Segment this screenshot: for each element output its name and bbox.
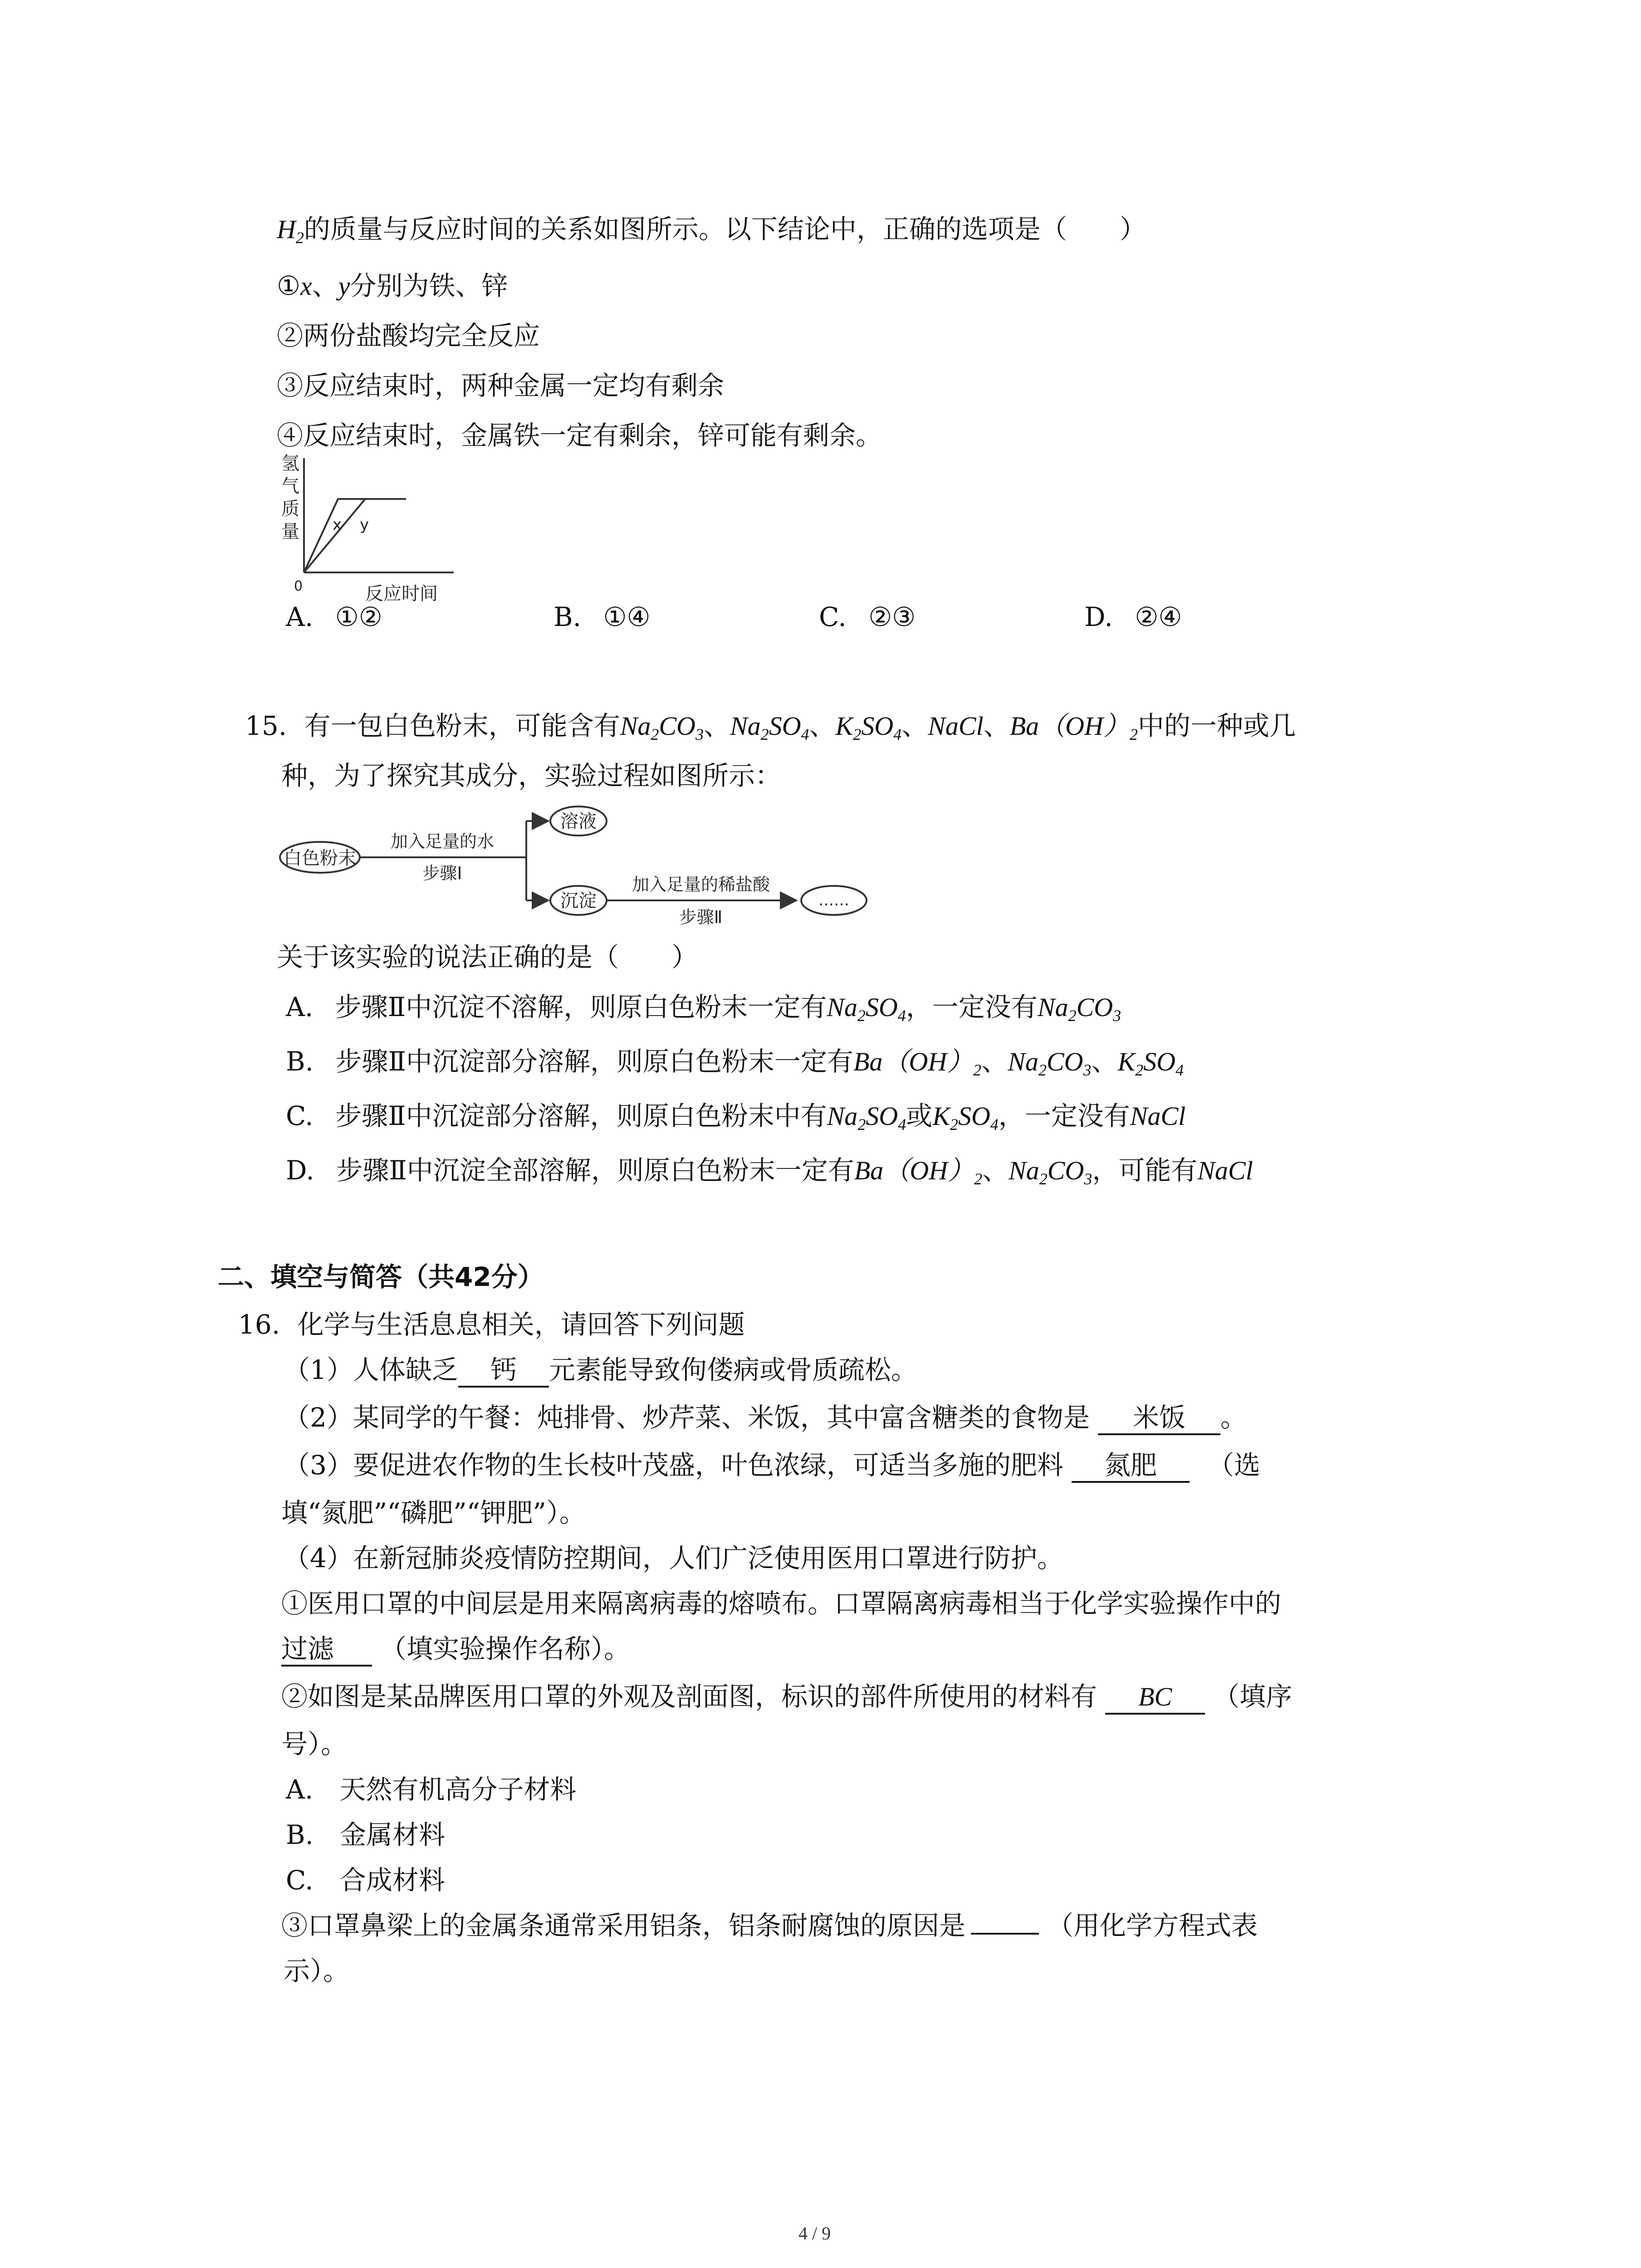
formula-symbol: SO xyxy=(865,992,898,1022)
graph-ylabel-char: 质 xyxy=(281,499,299,519)
var-y: y xyxy=(338,271,350,301)
option-text: ①② xyxy=(335,601,382,632)
option-text: 步骤Ⅱ中沉淀全部溶解，则原白色粉末一定有 xyxy=(336,1155,854,1186)
graph-series-label: y xyxy=(360,516,369,534)
stem-text: 化学与生活息息相关，请回答下列问题 xyxy=(297,1309,745,1340)
option-text: ，可能有 xyxy=(1092,1155,1198,1186)
option-text: ，一定没有 xyxy=(998,1100,1130,1131)
formula-baoh2 xyxy=(853,1047,982,1079)
formula-k2so4 xyxy=(836,711,902,741)
separator: 、 xyxy=(901,710,928,741)
formula-symbol: ） xyxy=(947,1156,974,1185)
formula-baoh2 xyxy=(854,1156,982,1188)
part-text: ②如图是某品牌医用口罩的外观及剖面图，标识的部件所使用的材料有 xyxy=(281,1681,1097,1712)
statement-text: 分别为铁、锌 xyxy=(350,270,508,301)
statement-mark: ① xyxy=(277,270,300,301)
option-text: ②④ xyxy=(1135,601,1182,632)
formula-subscript: 2 xyxy=(1135,1061,1144,1079)
formula-subscript: 3 xyxy=(1083,1061,1092,1079)
formula-na2so4 xyxy=(827,1101,906,1134)
formula-k2so4 xyxy=(932,1101,999,1134)
experiment-flowchart xyxy=(277,803,880,939)
q16-sub-1: ①医用口罩的中间层是用来隔离病毒的熔喷布。口罩隔离病毒相当于化学实验操作中的 xyxy=(281,1588,1282,1619)
option-letter: A. xyxy=(286,992,314,1022)
formula-subscript: 2 xyxy=(974,1169,982,1188)
formula-na2so4 xyxy=(827,992,906,1025)
formula-subscript: 2 xyxy=(973,1061,982,1079)
formula-subscript: 4 xyxy=(801,725,809,743)
option-text: ②③ xyxy=(868,601,916,632)
formula-symbol: Na xyxy=(730,711,761,741)
hydrogen-mass-graph xyxy=(268,454,458,612)
answer-blank: 氮肥 xyxy=(1072,1449,1190,1483)
formula-symbol: Ba（ xyxy=(854,1156,910,1185)
question-number: 16. xyxy=(238,1309,280,1340)
formula-k2so4 xyxy=(1117,1047,1184,1079)
option-letter: D. xyxy=(1084,601,1113,632)
q16-option-c: C. 合成材料 xyxy=(286,1865,445,1896)
formula-subscript: 2 xyxy=(1038,1061,1047,1079)
stem-text: 中的一种或几 xyxy=(1137,710,1296,741)
formula-subscript: 4 xyxy=(897,1006,906,1025)
flow-node-solution-label: 溶液 xyxy=(560,811,597,832)
q16-sub-2-cont: 号）。 xyxy=(281,1729,348,1760)
q16-sub-2 xyxy=(281,1678,1292,1715)
option-text: 步骤Ⅱ中沉淀不溶解，则原白色粉末一定有 xyxy=(335,992,827,1022)
part-text: （3）要促进农作物的生长枝叶茂盛，叶色浓绿，可适当多施的肥料 xyxy=(284,1450,1063,1481)
formula-subscript: 4 xyxy=(893,725,902,743)
part-text: （填实验操作名称）。 xyxy=(380,1633,631,1664)
graph-ylabel-char: 气 xyxy=(281,476,299,497)
separator: 、 xyxy=(809,710,836,741)
separator: 、 xyxy=(1091,1046,1118,1077)
formula-symbol: Na xyxy=(1008,1156,1039,1185)
answer-blank xyxy=(971,1933,1039,1935)
formula-subscript: 2 xyxy=(857,1006,866,1025)
formula-symbol: Ba（ xyxy=(1009,711,1066,741)
separator: 、 xyxy=(703,710,730,741)
option-text: ①④ xyxy=(603,601,651,632)
q15-stem-line-1 xyxy=(245,708,1296,744)
option-letter: C. xyxy=(819,601,847,632)
formula-subscript: 3 xyxy=(1084,1169,1092,1188)
separator: 、 xyxy=(312,270,338,301)
section-heading: 二、填空与简答（共42分） xyxy=(218,1261,544,1292)
formula-symbol: CO xyxy=(1047,1156,1084,1185)
formula-subscript: 2 xyxy=(950,1115,958,1134)
formula-subscript: 2 xyxy=(1129,725,1138,743)
formula-subscript: 2 xyxy=(857,1115,866,1134)
q14-stem-text: 的质量与反应时间的关系如图所示。以下结论中，正确的选项是（ ） xyxy=(304,214,1146,244)
flow-step1-action: 加入足量的水 xyxy=(390,831,495,851)
flow-step2-label: 步骤Ⅱ xyxy=(679,907,723,927)
q14-statement-3: ③反应结束时，两种金属一定均有剩余 xyxy=(277,370,725,401)
option-letter: A. xyxy=(286,601,314,632)
formula-subscript: 4 xyxy=(990,1115,999,1134)
graph-ylabel-char: 量 xyxy=(281,521,299,542)
q15-option-a xyxy=(286,989,1121,1026)
q16-sub-3 xyxy=(281,1907,1258,1944)
graph-xlabel: 反应时间 xyxy=(365,583,438,604)
q15-stem-line-2: 种，为了探究其成分，实验过程如图所示： xyxy=(281,760,782,791)
formula-nacl: NaCl xyxy=(1130,1101,1186,1131)
part-text: ③口罩鼻梁上的金属条通常采用铝条，铝条耐腐蚀的原因是 xyxy=(281,1910,966,1941)
formula-symbol: SO xyxy=(861,711,894,741)
formula-na2so4 xyxy=(730,711,809,741)
formula-symbol: Ba（ xyxy=(853,1047,909,1076)
separator: 、 xyxy=(981,1046,1008,1077)
answer-blank: 过滤 xyxy=(281,1633,372,1667)
q16-stem xyxy=(238,1306,745,1343)
q15-option-b xyxy=(286,1043,1184,1080)
formula-symbol: CO xyxy=(659,711,696,741)
formula-symbol: K xyxy=(932,1101,950,1131)
part-text: （1）人体缺乏 xyxy=(284,1354,458,1385)
formula-symbol: Na xyxy=(1008,1047,1038,1076)
q15-option-d xyxy=(286,1152,1253,1189)
formula-symbol: OH xyxy=(910,1156,948,1185)
q14-option-b xyxy=(554,599,651,635)
q14-statement-2: ②两份盐酸均完全反应 xyxy=(277,320,540,351)
formula-baoh2 xyxy=(1010,711,1138,741)
formula-na2co3 xyxy=(1037,992,1121,1025)
formula-subscript: 2 xyxy=(651,725,659,743)
formula-symbol: Na xyxy=(1037,992,1068,1022)
part-text: （选 xyxy=(1207,1450,1260,1481)
flow-step1-label: 步骤Ⅰ xyxy=(422,863,462,883)
q16-part-3-cont: 填“氮肥”“磷肥”“钾肥”）。 xyxy=(281,1497,586,1528)
stem-text: 有一包白色粉末，可能含有 xyxy=(304,710,620,741)
page-number: 4 / 9 xyxy=(798,2223,831,2244)
formula-symbol: CO xyxy=(1046,1047,1083,1076)
part-text: 。 xyxy=(1220,1402,1247,1433)
option-text: ，一定没有 xyxy=(906,992,1038,1022)
q16-part-2 xyxy=(284,1399,1247,1436)
formula-symbol: H xyxy=(277,215,296,244)
option-letter: C. xyxy=(286,1100,314,1131)
formula-symbol: SO xyxy=(1143,1047,1176,1076)
formula-symbol: CO xyxy=(1076,992,1113,1022)
formula-symbol: K xyxy=(1117,1047,1136,1076)
formula-nacl: NaCl xyxy=(1197,1156,1253,1185)
formula-subscript: 3 xyxy=(1113,1006,1121,1025)
flow-node-start-label: 白色粉末 xyxy=(284,848,356,869)
formula-symbol: ） xyxy=(1103,711,1130,741)
formula-symbol: ） xyxy=(947,1047,974,1076)
graph-ylabel-char: 氢 xyxy=(281,454,299,474)
formula-subscript: 4 xyxy=(898,1115,906,1134)
formula-nacl: NaCl xyxy=(928,711,984,741)
formula-symbol: SO xyxy=(958,1101,990,1131)
q16-sub-1-cont xyxy=(281,1631,630,1667)
q14-statement-4: ④反应结束时，金属铁一定有剩余，锌可能有剩余。 xyxy=(277,420,882,451)
flow-step2-action: 加入足量的稀盐酸 xyxy=(632,875,770,894)
q14-option-c xyxy=(819,599,916,635)
part-text: （填序 xyxy=(1213,1681,1293,1712)
formula-symbol: Na xyxy=(827,992,857,1022)
part-text: （用化学方程式表 xyxy=(1047,1910,1258,1941)
answer-blank: BC xyxy=(1105,1681,1205,1715)
answer-blank: 钙 xyxy=(458,1354,549,1388)
formula-na2co3 xyxy=(1008,1047,1092,1079)
formula-h2 xyxy=(277,215,304,247)
flow-node-end-label: …… xyxy=(818,891,849,909)
option-letter: D. xyxy=(286,1155,314,1186)
q15-option-c xyxy=(286,1098,1185,1134)
graph-series-label: x xyxy=(333,516,342,534)
q15-question: 关于该实验的说法正确的是（ ） xyxy=(277,942,698,973)
q16-part-1 xyxy=(284,1352,917,1388)
formula-na2co3 xyxy=(1008,1156,1092,1188)
formula-subscript: 2 xyxy=(295,228,304,247)
formula-subscript: 4 xyxy=(1175,1061,1184,1079)
q16-option-a: A. 天然有机高分子材料 xyxy=(286,1774,577,1805)
formula-symbol: SO xyxy=(866,1101,898,1131)
formula-symbol: Na xyxy=(620,711,651,741)
formula-symbol: OH xyxy=(1065,711,1103,741)
option-letter: B. xyxy=(554,601,582,632)
var-x: x xyxy=(300,271,312,301)
q16-sub-3-cont: 示）。 xyxy=(284,1955,350,1986)
formula-subscript: 3 xyxy=(695,725,704,743)
part-text: （2）某同学的午餐：炖排骨、炒芹菜、米饭，其中富含糖类的食物是 xyxy=(284,1402,1090,1433)
formula-symbol: OH xyxy=(909,1047,947,1076)
formula-na2co3 xyxy=(620,711,704,741)
formula-subscript: 2 xyxy=(1068,1006,1077,1025)
formula-subscript: 2 xyxy=(853,725,862,743)
q14-statement-1 xyxy=(277,268,508,304)
part-text: 元素能导致佝偻病或骨质疏松。 xyxy=(549,1354,917,1385)
option-text: 步骤Ⅱ中沉淀部分溶解，则原白色粉末一定有 xyxy=(335,1046,853,1077)
separator: 、 xyxy=(982,1155,1009,1186)
separator: 、 xyxy=(983,710,1010,741)
formula-symbol: K xyxy=(835,711,853,741)
option-text: 步骤Ⅱ中沉淀部分溶解，则原白色粉末中有 xyxy=(335,1100,827,1131)
graph-origin-label: 0 xyxy=(294,578,303,594)
question-number: 15. xyxy=(245,710,287,741)
q14-stem xyxy=(277,211,1146,248)
flow-node-precipitate-label: 沉淀 xyxy=(560,890,597,911)
option-letter: B. xyxy=(286,1046,314,1077)
q14-option-a xyxy=(286,599,382,635)
formula-subscript: 2 xyxy=(760,725,769,743)
formula-symbol: SO xyxy=(769,711,801,741)
q16-option-b: B. 金属材料 xyxy=(286,1819,446,1850)
formula-subscript: 2 xyxy=(1039,1169,1048,1188)
q16-part-3 xyxy=(284,1447,1260,1483)
formula-symbol: Na xyxy=(827,1101,858,1131)
graph-curve-y xyxy=(304,499,365,572)
q16-part-4: （4）在新冠肺炎疫情防控期间，人们广泛使用医用口罩进行防护。 xyxy=(284,1543,1063,1574)
option-text: 或 xyxy=(906,1100,933,1131)
q14-option-d xyxy=(1084,599,1182,635)
answer-blank: 米饭 xyxy=(1098,1402,1220,1435)
